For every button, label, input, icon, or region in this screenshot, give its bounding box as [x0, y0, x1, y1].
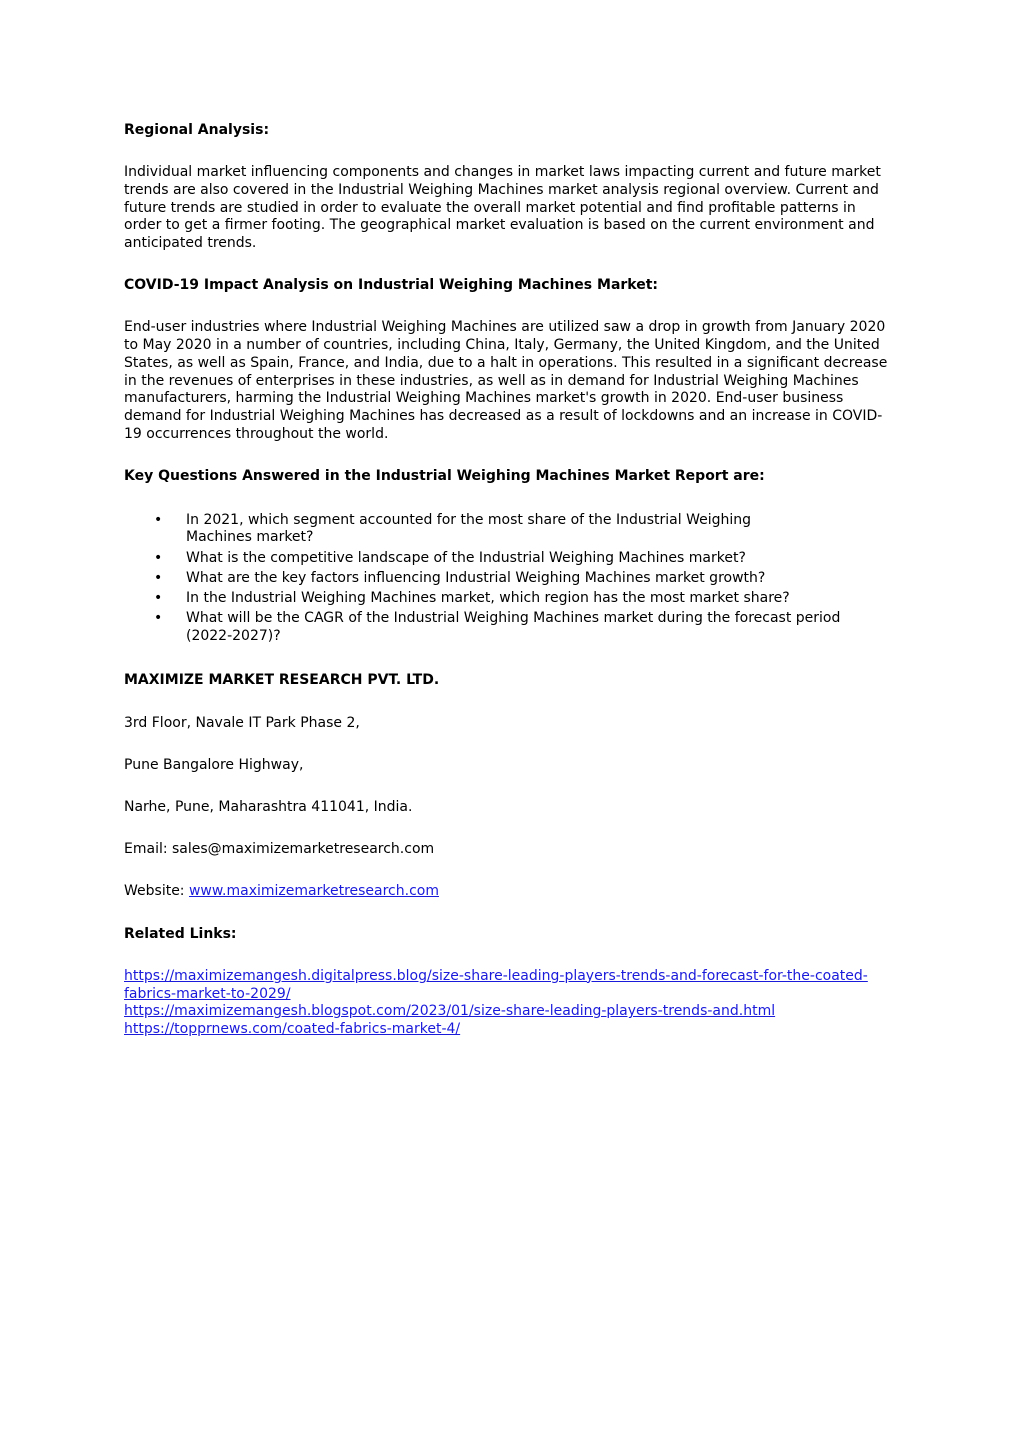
bullet-icon: •: [154, 511, 163, 528]
related-links-list: [124, 968, 896, 1039]
website-label: Website:: [124, 883, 189, 900]
list-item: [124, 570, 896, 588]
list-item: [124, 590, 896, 608]
question-text: In 2021, which segment accounted for the most share of the Industrial Weighing Machines market?: [186, 511, 752, 546]
bullet-icon: •: [154, 549, 163, 566]
question-text: What is the competitive landscape of the Industrial Weighing Machines market?: [186, 549, 746, 566]
question-text: What will be the CAGR of the Industrial Weighing Machines market during the forecast period (2022-2027)?: [186, 610, 841, 645]
related-link[interactable]: https://maximizemangesh.digitalpress.blog/size-share-leading-players-trends-and-forecast-for-the-coated-fabrics-market-to-2029/: [124, 967, 868, 1002]
question-text: What are the key factors influencing Industrial Weighing Machines market growth?: [186, 569, 766, 586]
document-page: [124, 122, 896, 1039]
related-link[interactable]: https://topprnews.com/coated-fabrics-market-4/: [124, 1020, 461, 1037]
regional-analysis-body: Individual market influencing components and changes in market laws impacting current and future market trends are also covered in the Industrial Weighing Machines market analysis regional overview. Current and future trends are studied in order to evaluate the overall market potential and find profitable patterns in order to get a firmer footing. The geographical market evaluation is based on the current environment and anticipated trends.: [124, 164, 881, 252]
covid-impact-body: End-user industries where Industrial Weighing Machines are utilized saw a drop in growth from January 2020 to May 2020 in a number of countries, including China, Italy, Germany, the United Kingdom, and the United States, as well as Spain, France, and India, due to a halt in operations. This resulted in a significant decrease in the revenues of enterprises in these industries, as well as in demand for Industrial Weighing Machines manufacturers, harming the Industrial Weighing Machines market's growth in 2020. End-user business demand for Industrial Weighing Machines has decreased as a result of lockdowns and an increase in COVID-19 occurrences throughout the world.: [124, 319, 888, 442]
address-line-3: Narhe, Pune, Maharashtra 411041, India.: [124, 799, 413, 816]
list-item: [124, 550, 896, 568]
website-link[interactable]: www.maximizemarketresearch.com: [188, 883, 439, 900]
address-line-2: Pune Bangalore Highway,: [124, 756, 304, 773]
address-line-1: 3rd Floor, Navale IT Park Phase 2,: [124, 714, 360, 731]
website-line: [124, 883, 896, 901]
key-questions-heading: Key Questions Answered in the Industrial Weighing Machines Market Report are:: [124, 467, 765, 484]
company-name: MAXIMIZE MARKET RESEARCH PVT. LTD.: [124, 672, 440, 689]
bullet-icon: •: [154, 590, 163, 607]
bullet-icon: •: [154, 569, 163, 586]
related-link[interactable]: https://maximizemangesh.blogspot.com/2023/01/size-share-leading-players-trends-and.html: [124, 1003, 776, 1020]
bullet-icon: •: [154, 610, 163, 627]
list-item: [124, 610, 896, 645]
covid-impact-heading: COVID-19 Impact Analysis on Industrial Weighing Machines Market:: [124, 277, 659, 294]
related-links-heading: Related Links:: [124, 925, 237, 942]
regional-analysis-heading: Regional Analysis:: [124, 122, 270, 138]
key-questions-list: [124, 512, 896, 646]
list-item: [124, 512, 896, 547]
email-line: Email: sales@maximizemarketresearch.com: [124, 841, 435, 858]
question-text: In the Industrial Weighing Machines market, which region has the most market share?: [186, 590, 790, 607]
